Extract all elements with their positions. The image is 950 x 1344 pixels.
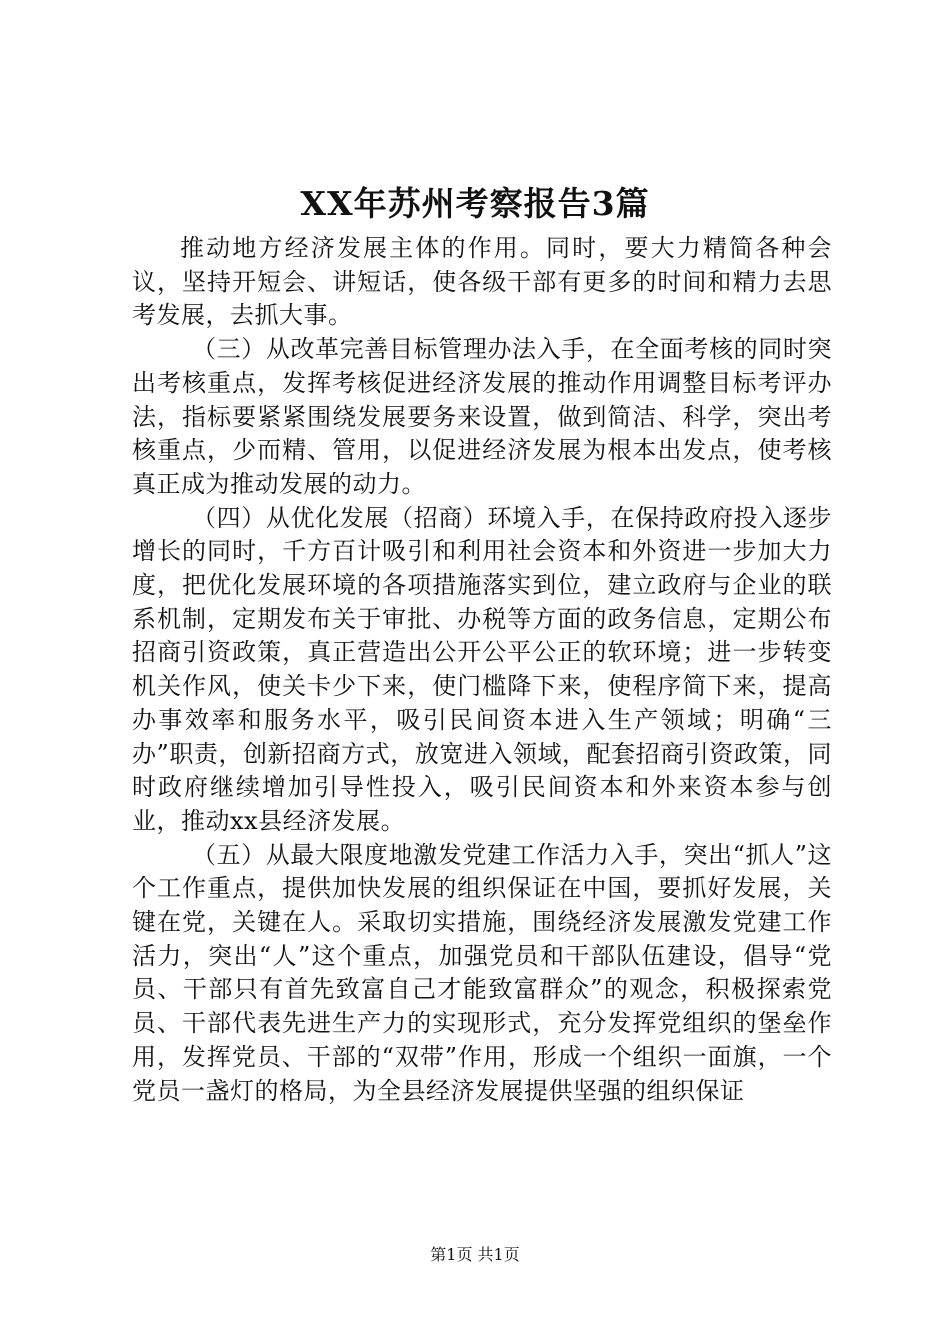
paragraph-4: （五）从最大限度地激发党建工作活力入手，突出“抓人”这个工作重点，提供加快发展的组织保证在中国，要抓好发展，关键在党，关键在人。采取切实措施，围绕经济发展激发党建工作活力，突出“人”这个重点，加强党员和干部队伍建设，倡导“党员、干部只有首先致富自己才能致富群众”的观念，积极探索党员、干部代表先进生产力的实现形式，充分发挥党组织的堡垒作用，发挥党员、干部的“双带”作用，形成一个组织一面旗，一个党员一盏灯的格局，为全县经济发展提供坚强的组织保证 [132,840,832,1105]
document-title: XX年苏州考察报告3篇 [300,184,650,223]
page-number: 第1页 共1页 [430,1245,520,1264]
document-body [132,232,832,1108]
paragraph-1: 推动地方经济发展主体的作用。同时，要大力精简各种会议，坚持开短会、讲短话，使各级干部有更多的时间和精力去思考发展，去抓大事。 [132,234,832,330]
paragraph-3: （四）从优化发展（招商）环境入手，在保持政府投入逐步增长的同时，千方百计吸引和利用社会资本和外资进一步加大力度，把优化发展环境的各项措施落实到位，建立政府与企业的联系机制，定期发布关于审批、办税等方面的政务信息，定期公布招商引资政策，真正营造出公开公平公正的软环境；进一步转变机关作风，使关卡少下来，使门槛降下来，使程序简下来，提高办事效率和服务水平，吸引民间资本进入生产领域；明确“三办”职责，创新招商方式，放宽进入领域，配套招商引资政策，同时政府继续增加引导性投入，吸引民间资本和外来资本参与创业，推动xx县经济发展。 [132,503,832,835]
paragraph-2: （三）从改革完善目标管理办法入手，在全面考核的同时突出考核重点，发挥考核促进经济发展的推动作用调整目标考评办法，指标要紧紧围绕发展要务来设置，做到简洁、科学，突出考核重点，少而精、管用，以促进经济发展为根本出发点，使考核真正成为推动发展的动力。 [132,335,832,498]
